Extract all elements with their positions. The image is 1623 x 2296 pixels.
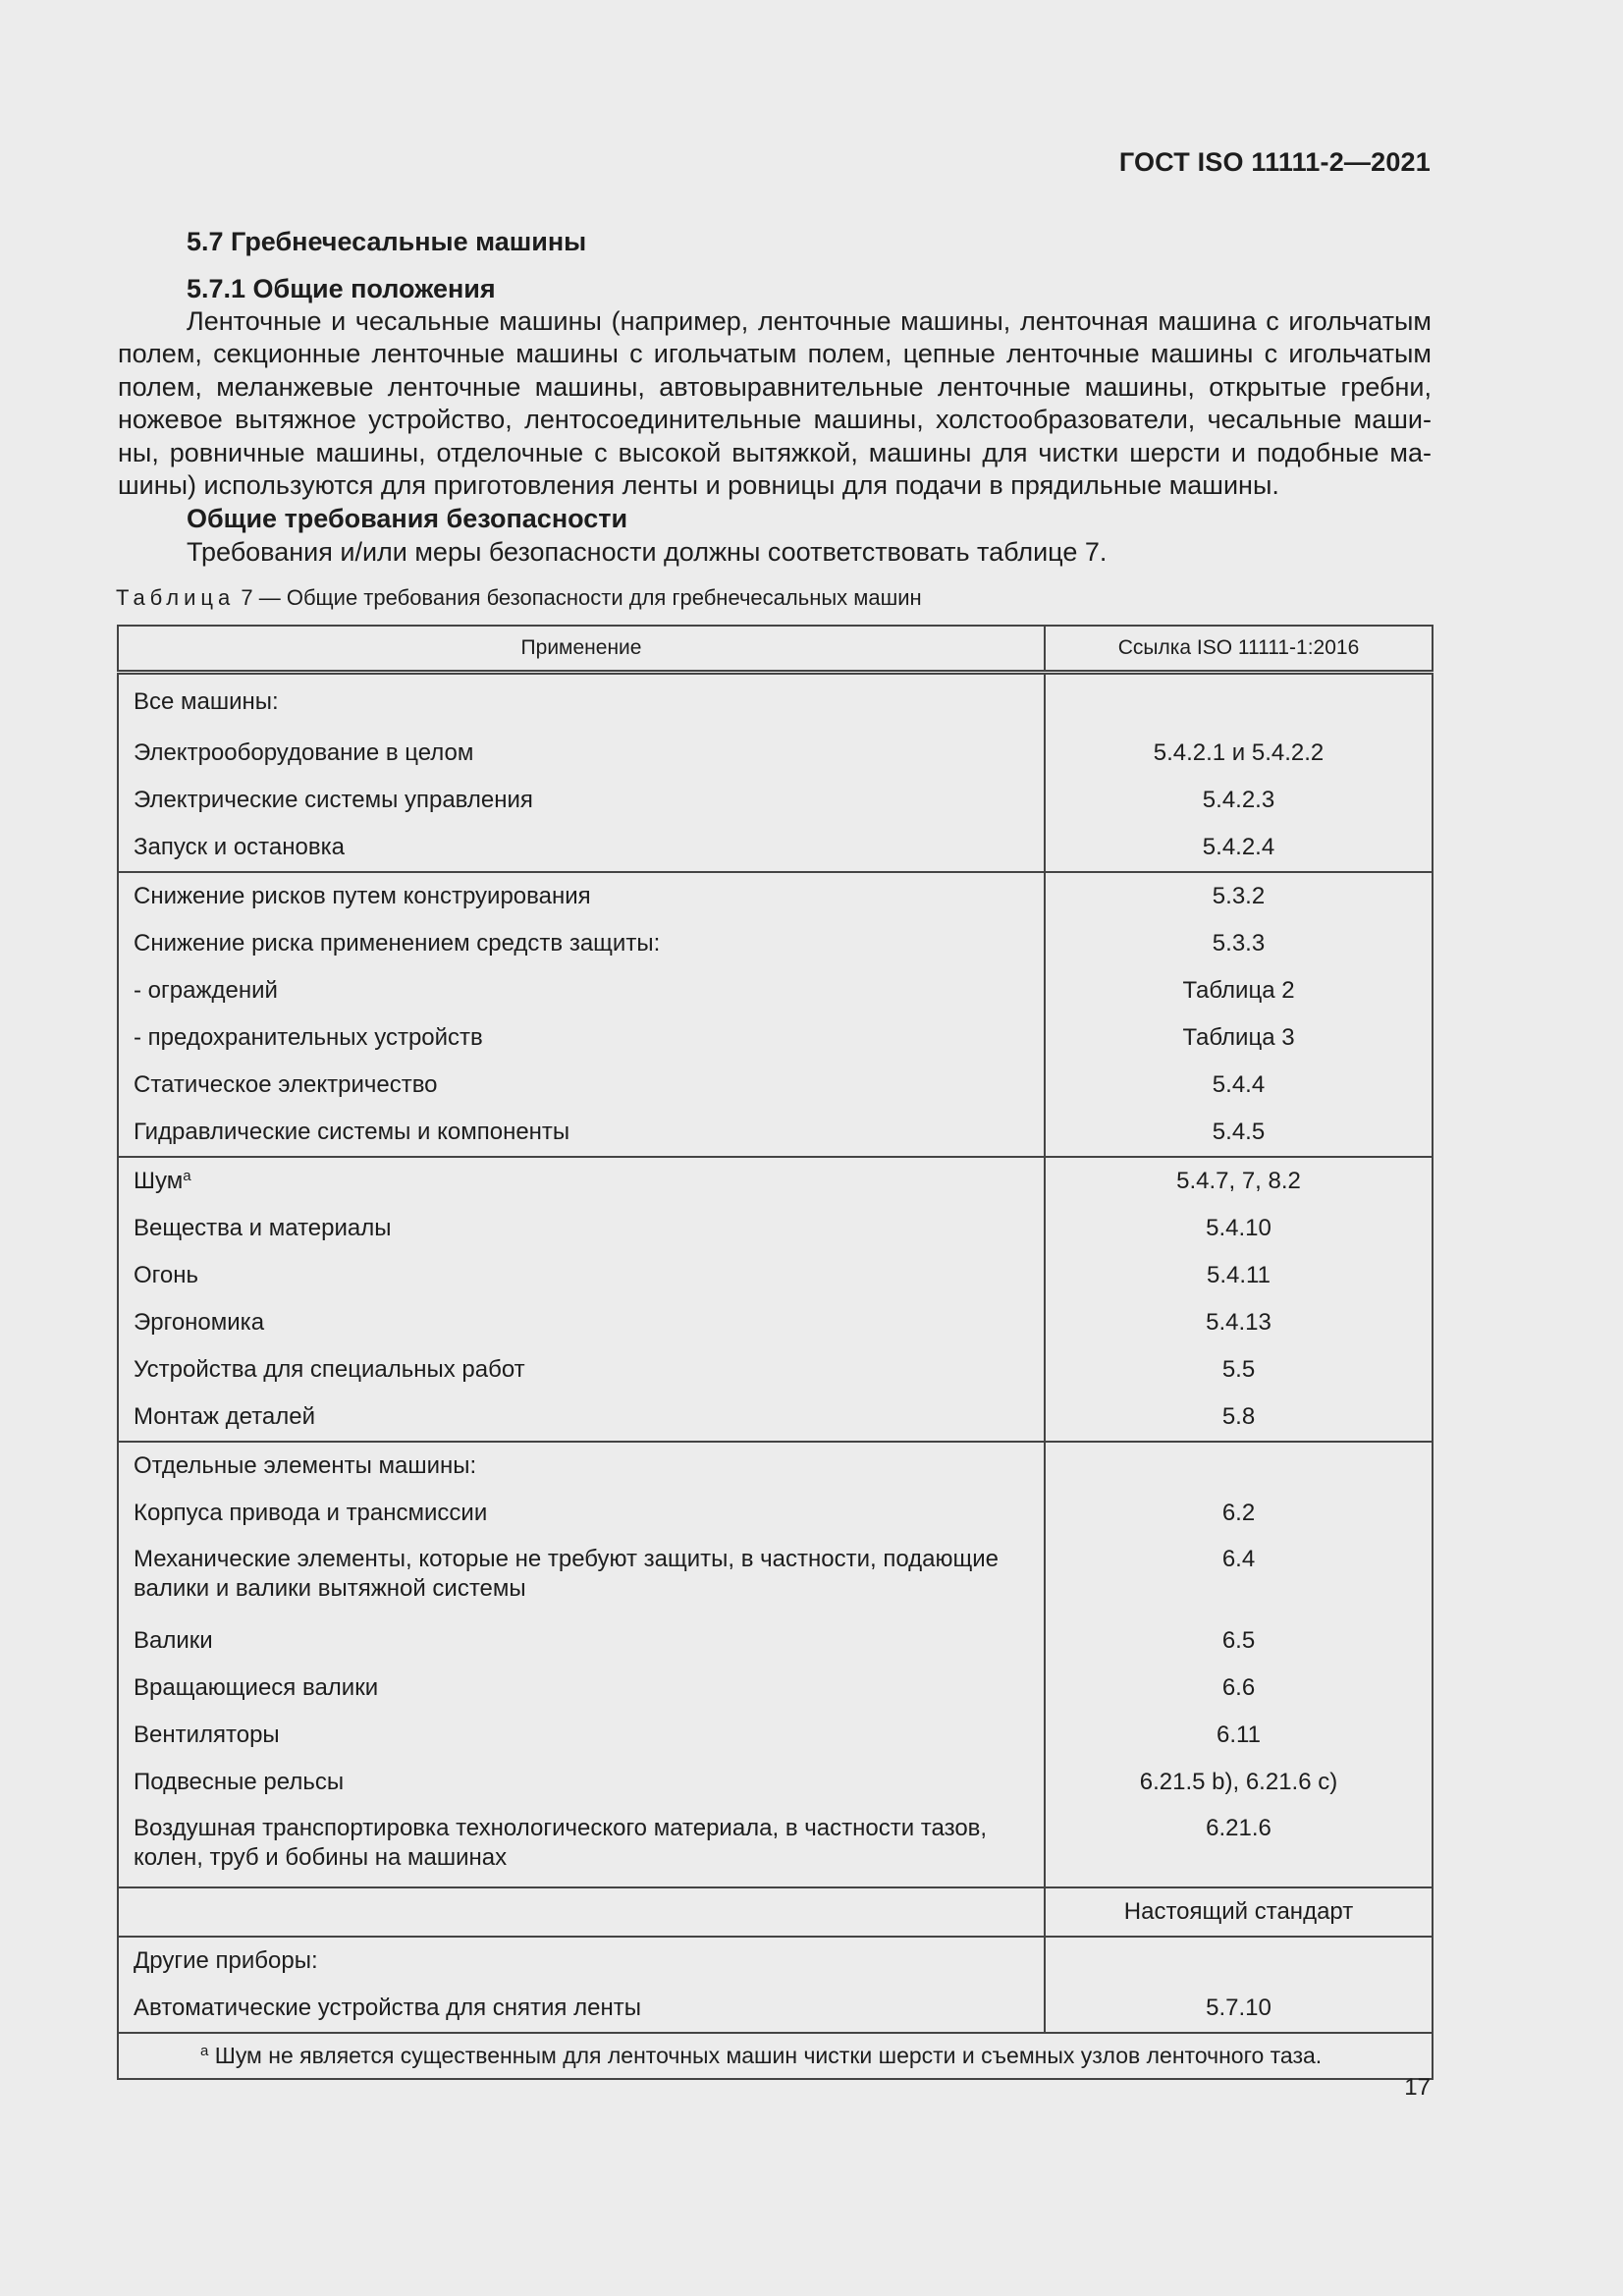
application-label: Вентиляторы — [134, 1722, 280, 1748]
header-application: Применение — [118, 626, 1045, 673]
footnote-marker: a — [200, 2043, 209, 2059]
paragraph-line: шины) используются для приготовления ленты и ровницы для подачи в прядильные машины. — [118, 470, 1279, 501]
reference-cell: 5.4.7, 7, 8.2 — [1045, 1157, 1433, 1205]
reference-cell: 6.2 — [1221, 1500, 1256, 1526]
application-cell — [118, 1806, 1045, 1887]
application-label: Воздушная транспортировка технологического материала, в частности тазов, колен, труб и бобины на машинах — [134, 1815, 988, 1871]
paragraph-line: полем, меланжевые ленточные машины, автовыравнительные ленточные машины, открытые гребни, — [118, 371, 1432, 402]
table-row — [118, 920, 1433, 967]
reference-cell: 5.4.2.1 и 5.4.2.2 — [1153, 739, 1325, 766]
reference-cell: 6.21.6 — [1206, 1815, 1271, 1841]
paragraph-line: Ленточные и чесальные машины (например, ленточные машины, ленточная машина с игольчатым — [187, 306, 1432, 336]
application-cell — [118, 1252, 1045, 1299]
application-label: Монтаж деталей — [134, 1403, 316, 1430]
application-cell — [118, 1490, 1045, 1537]
application-label: - предохранительных устройств — [134, 1024, 483, 1051]
table-caption — [116, 585, 922, 611]
reference-cell: 5.4.10 — [1206, 1215, 1271, 1241]
application-cell — [118, 1442, 1045, 1490]
application-cell — [118, 1985, 1045, 2033]
application-label: Корпуса привода и трансмиссии — [134, 1500, 488, 1526]
table-row — [118, 777, 1433, 824]
table-row — [118, 1109, 1433, 1157]
reference-cell: 6.5 — [1221, 1627, 1256, 1654]
table-row — [118, 1887, 1433, 1937]
table-row — [118, 1537, 1433, 1617]
reference-cell: 5.4.5 — [1212, 1119, 1266, 1145]
reference-cell: 6.11 — [1217, 1722, 1261, 1748]
table-row — [118, 1937, 1433, 1985]
application-cell — [118, 1537, 1045, 1617]
reference-cell: Таблица 2 — [1182, 977, 1295, 1004]
paragraph-line: ножевое вытяжное устройство, лентосоединительные машины, холстообразователи, чесальные маши- — [118, 405, 1432, 435]
table-row — [118, 1346, 1433, 1394]
application-label: Снижение риска применением средств защиты: — [134, 930, 661, 957]
table-row — [118, 730, 1433, 777]
application-cell — [118, 1887, 1045, 1937]
application-label: Отдельные элементы машины: — [134, 1452, 477, 1479]
application-cell — [118, 824, 1045, 872]
application-label: - ограждений — [134, 977, 278, 1004]
application-cell — [118, 673, 1045, 731]
section-title: 5.7 Гребнечесальные машины — [187, 227, 587, 256]
application-cell — [118, 1346, 1045, 1394]
application-cell — [118, 1014, 1045, 1062]
table-row — [118, 1617, 1433, 1665]
table-row — [118, 872, 1433, 920]
application-cell — [118, 1712, 1045, 1759]
application-cell — [118, 1759, 1045, 1806]
reference-cell: 5.4.2.4 — [1202, 834, 1275, 860]
safety-requirements-heading: Общие требования безопасности — [187, 504, 628, 533]
general-provisions-paragraph — [118, 305, 1432, 502]
reference-cell: 6.6 — [1221, 1674, 1256, 1701]
application-label: Другие приборы: — [134, 1947, 318, 1974]
reference-cell — [1045, 1442, 1433, 1490]
table-row — [118, 1299, 1433, 1346]
application-label: Вращающиеся валики — [134, 1674, 379, 1701]
reference-cell: Настоящий стандарт — [1045, 1887, 1433, 1937]
table-row — [118, 1759, 1433, 1806]
page-number: 17 — [1404, 2074, 1431, 2101]
table-row — [118, 824, 1433, 872]
table-row — [118, 1014, 1433, 1062]
table-footnote-row — [118, 2033, 1433, 2079]
reference-cell: 5.8 — [1221, 1403, 1256, 1430]
application-cell — [118, 1299, 1045, 1346]
application-label: Устройства для специальных работ — [134, 1356, 525, 1383]
table-row — [118, 1985, 1433, 2033]
table-caption-prefix: Таблица — [116, 585, 236, 610]
reference-cell: 5.4.13 — [1206, 1309, 1271, 1336]
reference-cell — [1045, 673, 1433, 731]
application-label: Эргономика — [134, 1309, 265, 1336]
document-id-header: ГОСТ ISO 11111-2—2021 — [1118, 147, 1431, 177]
application-cell — [118, 967, 1045, 1014]
application-label: Подвесные рельсы — [134, 1769, 345, 1795]
application-label: Вещества и материалы — [134, 1215, 392, 1241]
application-label: Запуск и остановка — [134, 834, 345, 860]
reference-cell: Таблица 3 — [1182, 1024, 1295, 1051]
table-footnote — [118, 2033, 1433, 2079]
application-cell — [118, 1157, 1045, 1205]
table-header-row — [118, 626, 1433, 673]
table-row — [118, 1062, 1433, 1109]
reference-cell: 5.3.2 — [1045, 872, 1433, 920]
paragraph-line: полем, секционные ленточные машины с игольчатым полем, цепные ленточные машины с игольчатым — [118, 339, 1432, 369]
application-cell — [118, 1109, 1045, 1157]
application-cell — [118, 872, 1045, 920]
application-label: Механические элементы, которые не требуют защиты, в частности, подающие валики и валики вытяжной системы — [134, 1546, 1000, 1602]
reference-cell: 6.4 — [1221, 1546, 1256, 1572]
application-label: Огонь — [134, 1262, 198, 1288]
reference-cell: 5.5 — [1221, 1356, 1256, 1383]
table-row — [118, 1442, 1433, 1490]
table-row — [118, 1394, 1433, 1442]
reference-cell: 5.7.10 — [1206, 1995, 1271, 2021]
reference-cell: 5.3.3 — [1212, 930, 1266, 957]
application-cell — [118, 1617, 1045, 1665]
reference-cell: 5.4.11 — [1207, 1262, 1271, 1288]
application-label: Шум — [134, 1168, 184, 1194]
paragraph-line: ны, ровничные машины, отделочные с высокой вытяжкой, машины для чистки шерсти и подобные ма- — [118, 437, 1432, 467]
header-reference: Ссылка ISO 11111-1:2016 — [1045, 626, 1433, 673]
application-cell — [118, 1665, 1045, 1712]
table-row — [118, 673, 1433, 731]
application-label: Гидравлические системы и компоненты — [134, 1119, 570, 1145]
application-label: Электрические системы управления — [134, 787, 533, 813]
safety-requirements-table — [117, 625, 1434, 2080]
application-label: Автоматические устройства для снятия ленты — [134, 1995, 641, 2021]
table-row — [118, 1252, 1433, 1299]
reference-cell: 5.4.4 — [1212, 1071, 1266, 1098]
application-cell — [118, 1394, 1045, 1442]
application-label: Все машины: — [134, 688, 279, 715]
footnote-marker: a — [183, 1168, 191, 1184]
application-label: Снижение рисков путем конструирования — [134, 883, 591, 909]
subsection-title: 5.7.1 Общие положения — [187, 274, 496, 303]
table-row — [118, 1205, 1433, 1252]
table-row — [118, 1806, 1433, 1887]
application-label: Электрооборудование в целом — [134, 739, 474, 766]
requirements-text: Требования и/или меры безопасности должны соответствовать таблице 7. — [187, 537, 1108, 567]
application-label: Валики — [134, 1627, 213, 1654]
reference-cell: 5.4.2.3 — [1202, 787, 1275, 813]
table-caption-text: 7 — Общие требования безопасности для гребнечесальных машин — [235, 585, 922, 610]
application-cell — [118, 1205, 1045, 1252]
reference-cell: 6.21.5 b), 6.21.6 c) — [1139, 1769, 1338, 1795]
application-cell — [118, 1937, 1045, 1985]
table-row — [118, 1157, 1433, 1205]
footnote-text: Шум не является существенным для ленточных машин чистки шерсти и съемных узлов ленточного таза. — [208, 2043, 1323, 2068]
reference-cell — [1045, 1937, 1433, 1985]
table-row — [118, 967, 1433, 1014]
table-row — [118, 1490, 1433, 1537]
application-cell — [118, 777, 1045, 824]
application-label: Статическое электричество — [134, 1071, 438, 1098]
table-row — [118, 1712, 1433, 1759]
application-cell — [118, 1062, 1045, 1109]
table-row — [118, 1665, 1433, 1712]
application-cell — [118, 920, 1045, 967]
application-cell — [118, 730, 1045, 777]
